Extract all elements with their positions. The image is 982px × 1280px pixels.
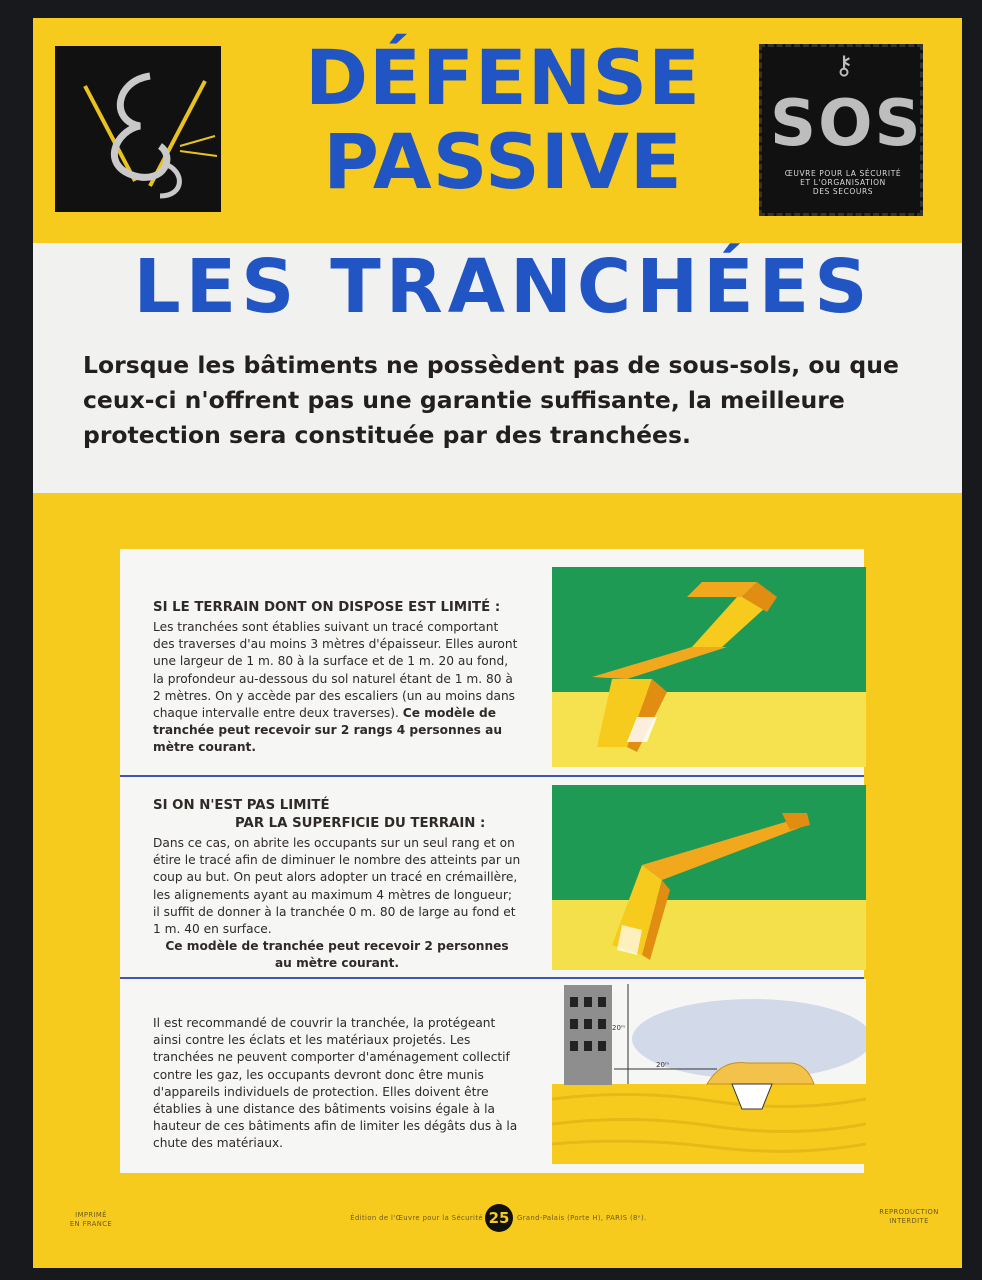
section-text: Il est recommandé de couvrir la tranchée, la protégeant ainsi contre les éclats et les matériaux projetés. Les tranchées ne peuvent comporter d'aménagement collectif contre les gaz, les occupants devront donc être munis d'appareils individuels de protection. Elles doivent être établies à une distance des bâtiments voisins égale à la hauteur de ces bâtiments afin de limiter les dégâts dus à la chute des matériaux. [153, 1016, 518, 1151]
section-unlimited-terrain [120, 777, 864, 977]
sos-caption-line: ET L'ORGANISATION [800, 178, 886, 187]
section-text [153, 797, 521, 973]
title-line-2: PASSIVE [323, 117, 683, 206]
key-icon: ⚷ [834, 51, 854, 81]
footer-text: INTERDITE [889, 1217, 929, 1225]
section-bold-note-line-2: au mètre courant. [274, 956, 400, 971]
intro-text: Lorsque les bâtiments ne possèdent pas de sous-sols, ou que ceux-ci n'offrent pas une garantie suffisante, la meilleure protection sera constituée par des tranchées. [83, 351, 899, 449]
footer-address: Grand-Palais (Porte H), PARIS (8ᵉ). [517, 1214, 647, 1222]
section-bold-note: Ce modèle de tranchée peut recevoir sur 2 rangs 4 personnes au mètre courant. [153, 706, 503, 755]
trench-traverse-illustration [552, 567, 866, 767]
footer-text: EN FRANCE [69, 1220, 113, 1228]
footer-text: REPRODUCTION [879, 1208, 939, 1216]
headline: LES TRANCHÉES [133, 244, 873, 330]
sos-caption [768, 169, 918, 196]
footer-text: IMPRIMÉ [75, 1211, 107, 1219]
poster [33, 18, 962, 1268]
footer-reproduction [869, 1208, 949, 1226]
sos-caption-line: DES SECOURS [812, 187, 874, 196]
section-text [153, 599, 521, 757]
poster-number-badge: 25 [485, 1204, 513, 1232]
section-body: Dans ce cas, on abrite les occupants sur un seul rang et on étire le tracé afin de diminuer le nombre des atteints par un coup au but. On peut alors adopter un tracé en crémaillère, les alignements ayant au maximum 4 mètres de longueur; il suffit de donner à la tranchée 0 m. 80 de large au fond et 1 m. 40 en surface. [153, 836, 521, 937]
footer-edition: Édition de l'Œuvre pour la Sécurité [350, 1214, 483, 1222]
dimension-label-height: 20ᵐ [612, 1024, 626, 1032]
sos-letters: SOS [770, 87, 923, 161]
title-line-1: DÉFENSE [304, 33, 702, 122]
poster-title [253, 33, 753, 206]
section-limited-terrain [120, 549, 864, 759]
section-covered-trench [120, 979, 864, 1173]
zigzag-trench-illustration [552, 785, 866, 970]
dimension-label-distance: 20ᵐ [656, 1061, 670, 1069]
footer-printed-in [51, 1211, 131, 1229]
section-bold-note-line-1: Ce modèle de tranchée peut recevoir 2 personnes [165, 939, 509, 954]
sos-logo [759, 44, 923, 216]
section-title: SI LE TERRAIN DONT ON DISPOSE EST LIMITÉ : [153, 600, 501, 615]
flourish-emblem-icon [55, 46, 221, 212]
sos-caption-line: ŒUVRE POUR LA SÉCURITÉ [784, 169, 902, 178]
content-panel [120, 549, 864, 1173]
section-title-line-2: PAR LA SUPERFICIE DU TERRAIN : [235, 816, 486, 831]
covered-trench-illustration [552, 979, 866, 1164]
section-title-line-1: SI ON N'EST PAS LIMITÉ [153, 798, 330, 813]
section-body: Les tranchées sont établies suivant un tracé comportant des traverses d'au moins 3 mètres d'épaisseur. Elles auront une largeur de 1 m. 80 à la surface et de 1 m. 20 au fond, la profondeur au-dessous du sol naturel étant de 1 m. 80 à 2 mètres. On y accède par des escaliers (un au moins dans chaque intervalle entre deux traverses). [153, 620, 518, 721]
